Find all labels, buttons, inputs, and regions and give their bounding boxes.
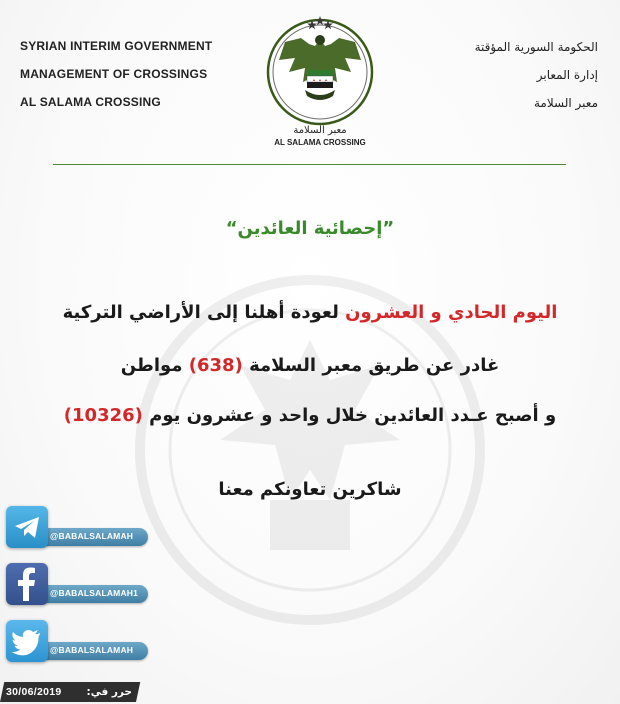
facebook-handle: @BABALSALAMAH1	[50, 588, 139, 598]
management-name-en: MANAGEMENT OF CROSSINGS	[20, 67, 208, 81]
facebook-link[interactable]	[6, 563, 146, 607]
content-line-3	[20, 405, 600, 426]
management-name-ar: إدارة المعابر	[536, 68, 598, 82]
facebook-handle-pill[interactable]	[36, 585, 148, 603]
left-header	[20, 39, 240, 123]
twitter-icon[interactable]	[6, 620, 48, 662]
content-line-1	[20, 302, 600, 323]
telegram-handle: @BABALSALAMAH	[50, 531, 134, 541]
right-header	[398, 40, 598, 124]
telegram-link[interactable]	[6, 506, 146, 550]
crossing-name-ar: معبر السلامة	[534, 96, 598, 110]
footer-label: حرر في:	[86, 686, 132, 698]
telegram-icon[interactable]	[6, 506, 48, 548]
gov-name-ar: الحكومة السورية المؤقتة	[474, 40, 598, 54]
twitter-handle: @BABALSALAMAH	[50, 645, 134, 655]
footer-text	[6, 684, 132, 700]
content-line-4: شاكرين تعاونكم معنا	[218, 479, 402, 500]
daily-count: (638)	[188, 355, 243, 376]
content-line-2	[20, 355, 600, 376]
twitter-link[interactable]	[6, 620, 146, 664]
stats-title: ”إحصائية العائدين“	[225, 218, 395, 239]
footer-date: 30/06/2019	[6, 686, 62, 698]
crossing-name-en: AL SALAMA CROSSING	[20, 95, 161, 109]
day-highlight: اليوم الحادي و العشرون	[345, 302, 558, 323]
line-2-before: غادر عن طريق معبر السلامة	[242, 355, 500, 376]
total-count: (10326)	[63, 405, 143, 426]
gov-name-en: SYRIAN INTERIM GOVERNMENT	[20, 39, 213, 53]
line-2-after: مواطن	[120, 355, 189, 376]
twitter-handle-pill[interactable]	[36, 642, 148, 660]
logo-caption-ar: معبر السلامة	[293, 125, 347, 136]
header-divider	[53, 164, 566, 165]
logo-caption-en: AL SALAMA CROSSING	[274, 138, 366, 147]
line-3-before: و أصبح عـدد العائدين خلال واحد و عشرون يوم	[142, 405, 557, 426]
watermark-emblem-icon	[130, 270, 490, 630]
line-1-rest: لعودة أهلنا إلى الأراضي التركية	[62, 302, 346, 323]
facebook-icon[interactable]	[6, 563, 48, 605]
telegram-handle-pill[interactable]	[36, 528, 148, 546]
